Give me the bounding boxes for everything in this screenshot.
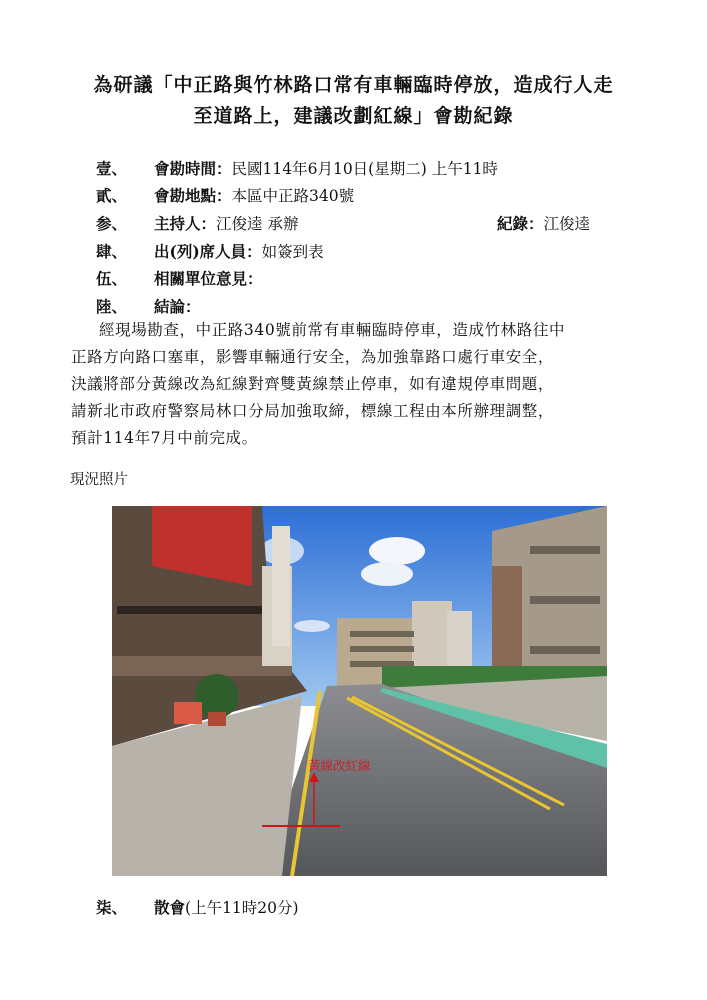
photo-annotation: 黃線改紅線: [308, 758, 371, 773]
unit-opinions-item: [96, 267, 263, 289]
item-number: 柒、: [96, 898, 128, 917]
recorder-value: 江俊逵: [543, 215, 591, 233]
photo-label: 現況照片: [70, 472, 128, 488]
recorder-label: 紀錄：: [497, 214, 544, 233]
item-number: 貳、: [96, 186, 128, 205]
item-number: 陸、: [96, 297, 128, 316]
item-label: 主持人：: [154, 214, 217, 233]
attendees-item: [96, 240, 324, 262]
conclusion-item: [96, 295, 201, 317]
item-value: (上午11時20分): [185, 899, 299, 917]
item-label: 出(列)席人員：: [154, 242, 262, 261]
street-photo-illustration: [112, 506, 607, 876]
item-label: 相關單位意見：: [154, 269, 263, 288]
item-label: 結論：: [154, 297, 201, 316]
meeting-time-item: [96, 157, 498, 179]
document-title-line-2: 至道路上，建議改劃紅線」會勘紀錄: [193, 105, 514, 127]
item-label: 散會: [154, 898, 186, 917]
conclusion-line: 決議將部分黃線改為紅線對齊雙黃線禁止停車，如有違規停車問題，: [71, 375, 555, 393]
item-label: 會勘時間：: [154, 159, 232, 178]
adjournment-item: [96, 896, 299, 918]
host-item: [96, 212, 298, 234]
item-value: 民國114年6月10日(星期二) 上午11時: [231, 160, 498, 178]
conclusion-line: 經現場勘查，中正路340號前常有車輛臨時停車，造成竹林路往中: [99, 321, 566, 339]
conclusion-line: 正路方向路口塞車，影響車輛通行安全，為加強靠路口處行車安全，: [71, 348, 555, 366]
meeting-location-item: [96, 184, 354, 206]
item-number: 肆、: [96, 242, 128, 261]
item-number: 参、: [96, 214, 128, 233]
conclusion-line: 請新北市政府警察局林口分局加強取締，標線工程由本所辦理調整，: [71, 402, 555, 420]
site-photo: [112, 506, 607, 876]
item-value: 如簽到表: [261, 243, 324, 261]
conclusion-line: 預計114年7月中前完成。: [71, 429, 258, 447]
item-value: 本區中正路340號: [231, 187, 355, 205]
document-title-line-1: 為研議「中正路與竹林路口常有車輛臨時停放，造成行人走: [93, 74, 614, 96]
item-number: 伍、: [96, 269, 128, 288]
item-label: 會勘地點：: [154, 186, 232, 205]
recorder-item: [497, 212, 590, 234]
item-value: 江俊逵 承辦: [216, 215, 299, 233]
conclusion-text: [71, 317, 641, 452]
item-number: 壹、: [96, 159, 128, 178]
